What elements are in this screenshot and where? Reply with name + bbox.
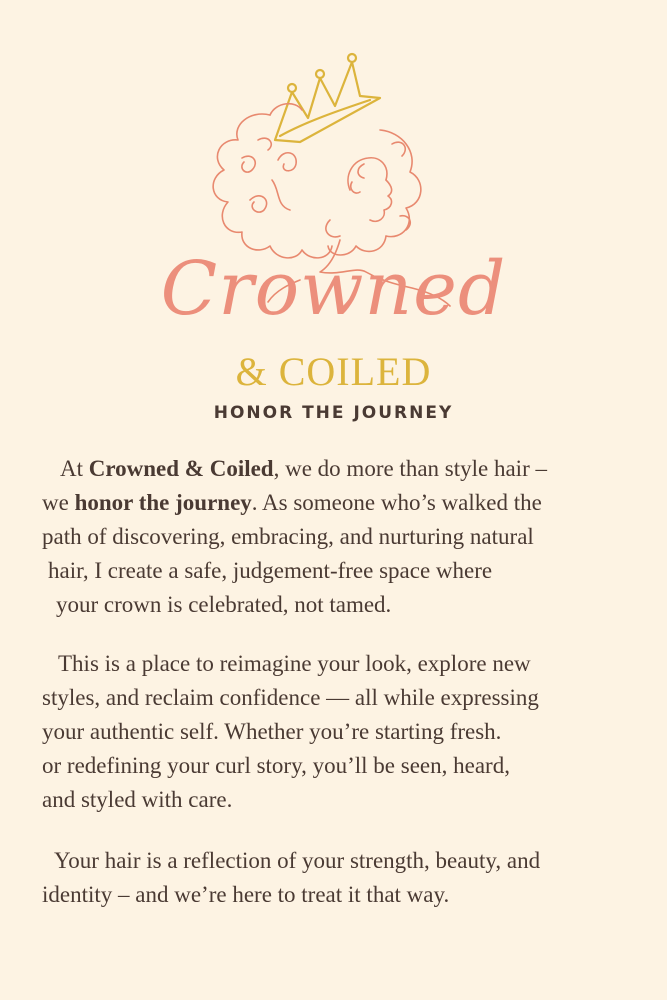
paragraph-line: Your hair is a reflection of your strength, beauty, and xyxy=(54,848,541,873)
emphasis: honor the journey xyxy=(74,490,252,515)
paragraph-line: identity – and we’re here to treat it that way. xyxy=(42,882,450,907)
paragraph-about xyxy=(42,647,642,817)
paragraph-line: your authentic self. Whether you’re starting fresh. xyxy=(42,719,502,744)
paragraph-line xyxy=(42,486,642,520)
brand-script-name: Crowned xyxy=(160,246,507,332)
paragraph-line: path of discovering, embracing, and nurturing natural xyxy=(42,524,534,549)
paragraph-line: hair, I create a safe, judgement-free space where xyxy=(48,558,493,583)
tagline: HONOR THE JOURNEY xyxy=(213,403,454,423)
paragraph-line: your crown is celebrated, not tamed. xyxy=(56,592,392,617)
paragraph-line: or redefining your curl story, you’ll be seen, heard, xyxy=(42,753,510,778)
brand-sub-name: & COILED xyxy=(235,349,432,394)
text-segment: At xyxy=(60,456,89,481)
text-segment: . As someone who’s walked the xyxy=(251,490,542,515)
paragraph-line: and styled with care. xyxy=(42,787,233,812)
paragraph-line: styles, and reclaim confidence — all while expressing xyxy=(42,685,539,710)
crown-icon xyxy=(275,54,380,142)
brand-mention: Crowned & Coiled xyxy=(88,456,274,481)
text-segment: , we do more than style hair – xyxy=(273,456,547,481)
paragraph-line xyxy=(42,452,642,486)
paragraph-line: This is a place to reimagine your look, explore new xyxy=(58,651,531,676)
paragraph-intro xyxy=(42,452,642,622)
paragraph-closing xyxy=(42,844,642,912)
text-segment: we xyxy=(42,490,75,515)
